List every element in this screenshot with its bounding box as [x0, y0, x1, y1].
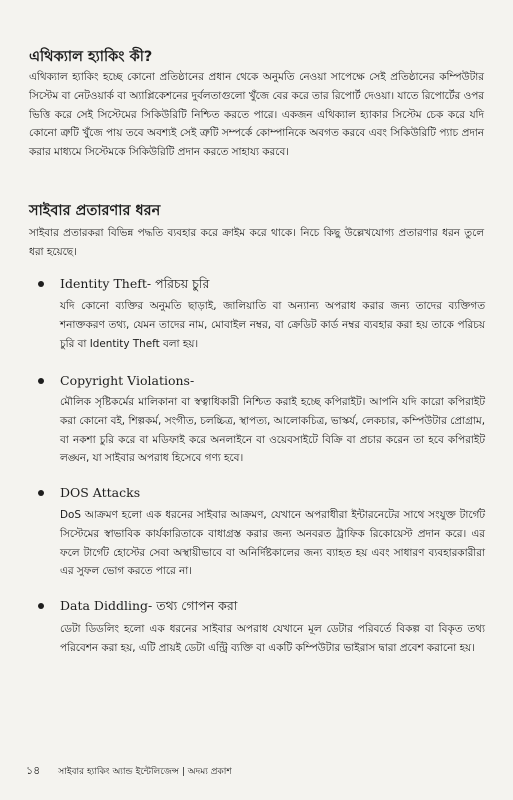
bullet-item-dos-attacks — [38, 485, 140, 500]
bullet-item-data-diddling — [38, 598, 237, 618]
section-heading-cyber-fraud-types: সাইবার প্রতারণার ধরন — [29, 203, 161, 219]
data-diddling-body: ডেটা ডিডলিং হলো এক ধরনের সাইবার অপরাধ যেখানে মূল ডেটার পরিবর্তে বিকল্প বা বিকৃত তথ্য পরিবেশন করা হয়, এটি প্রায়ই ডেটা এন্ট্রি ব্যক্তি বা একটি কম্পিউটার ভাইরাস দ্বারা প্রবেশ করানো হয়। — [60, 623, 485, 654]
bullet-title-text: Identity Theft- পরিচয় চুরি — [60, 276, 210, 291]
bullet-title-text: Copyright Violations- — [60, 373, 195, 388]
copyright-violations-body: মৌলিক সৃষ্টিকর্মের মালিকানা বা স্বত্বাধিকারী নিশ্চিত করাই হচ্ছে কপিরাইট। আপনি যদি কারো কপিরাইট করা কোনো বই, শিল্পকর্ম, সংগীত, চলচ্চিত্র, স্থাপত্য, আলোকচিত্র, ভাস্কর্য, লেকচার, কম্পিউটার প্রোগ্রাম, বা নকশা চুরি করে বা মডিফাই করে অনলাইনে বা ওয়েবসাইটে বিক্রি বা প্রচার করেন তা হবে কপিরাইট লঙ্ঘন, যা সাইবার অপরাধ হিসেবে গণ্য হবে। — [60, 396, 485, 465]
bullet-icon — [38, 603, 44, 609]
bullet-icon — [38, 490, 44, 496]
footer-book-title: সাইবার হ্যাকিং অ্যান্ড ইন্টেলিজেন্স | অদম্য প্রকাশ — [58, 767, 232, 777]
bullet-icon — [38, 378, 44, 384]
ethical-hacking-paragraph: এথিক্যাল হ্যাকিং হচ্ছে কোনো প্রতিষ্ঠানের প্রধান থেকে অনুমতি নেওয়া সাপেক্ষে সেই প্রতিষ্ঠানের কম্পিউটার সিস্টেম বা নেটওয়ার্ক বা অ্যাপ্লিকেশনের দুর্বলতাগুলো খুঁজে বের করে তার রিপোর্ট দেওয়া। যাতে রিপোর্টের ওপর ভিত্তি করে সেই সিস্টেমের সিকিউরিটি নিশ্চিত করতে পারে। একজন এথিক্যাল হ্যাকার সিস্টেম চেক করে যদি কোনো ত্রুটি খুঁজে পায় তবে অবশ্যই সেই ত্রুটি সম্পর্কে কোম্পানিকে অবগত করবে এবং সিকিউরিটি প্যাচ প্রদান করার মাধ্যমে সিস্টেমকে সিকিউরিটি প্রদান করতে সাহায্য করবে। — [29, 71, 484, 159]
bullet-item-copyright-violations — [38, 373, 194, 388]
dos-attacks-body: DoS আক্রমণ হলো এক ধরনের সাইবার আক্রমণ, যেখানে অপরাধীরা ইন্টারনেটের সাথে সংযুক্ত টার্গেট সিস্টেমের স্বাভাবিক কার্যকারিতাকে বাধাগ্রস্ত করার জন্য অনবরত ট্রাফিক রিকোয়েস্ট প্রদান করে। এর ফলে টার্গেট হোস্টের সেবা অস্থায়ীভাবে বা অনির্দিষ্টকালের জন্য ব্যাহত হয় এবং সাধারণ ব্যবহারকারীরা এর সুফল ভোগ করতে পারে না। — [60, 509, 485, 578]
bullet-title-text: Data Diddling- তথ্য গোপন করা — [60, 598, 238, 613]
identity-theft-body: যদি কোনো ব্যক্তির অনুমতি ছাড়াই, জালিয়াতি বা অন্যান্য অপরাধ করার জন্য তাদের ব্যক্তিগত শনাক্তকরণ তথ্য, যেমন তাদের নাম, মোবাইল নম্বর, বা ক্রেডিট কার্ড নম্বর ব্যবহার করা হয় তাকে পরিচয় চুরি বা Identity Theft বলা হয়। — [60, 300, 485, 350]
bullet-item-identity-theft — [38, 276, 209, 296]
page-number: ১৪ — [26, 764, 41, 777]
section-heading-ethical-hacking: এথিক্যাল হ্যাকিং কী? — [29, 49, 153, 65]
bullet-title-text: DOS Attacks — [60, 485, 141, 500]
cyber-fraud-intro-paragraph: সাইবার প্রতারকরা বিভিন্ন পদ্ধতি ব্যবহার করে ক্রাইম করে থাকে। নিচে কিছু উল্লেখযোগ্য প্রতারণার ধরন তুলে ধরা হয়েছে। — [29, 227, 484, 258]
page-footer — [26, 762, 232, 781]
bullet-icon — [38, 281, 44, 287]
